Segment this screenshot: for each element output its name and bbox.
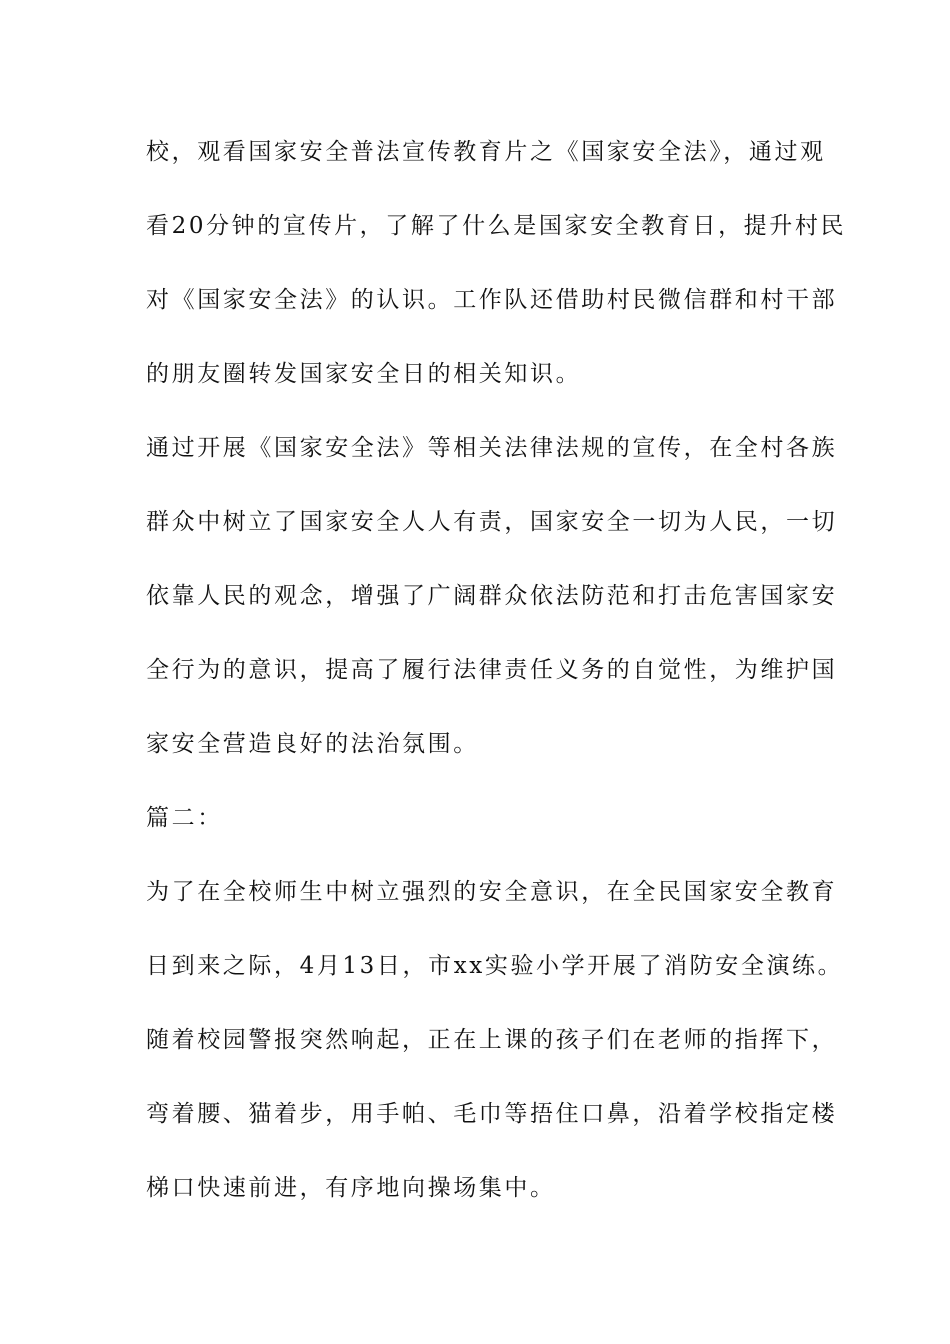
text-line: 弯着腰、猫着步，用手帕、毛巾等捂住口鼻，沿着学校指定楼 <box>146 1101 838 1127</box>
text-line: 的朋友圈转发国家安全日的相关知识。 <box>146 361 582 387</box>
text-line: 为了在全校师生中树立强烈的安全意识，在全民国家安全教育 <box>146 879 838 905</box>
text-line: 日到来之际，4月13日，市xx实验小学开展了消防安全演练。 <box>146 953 844 979</box>
text-line: 群众中树立了国家安全人人有责，国家安全一切为人民，一切 <box>146 509 838 535</box>
text-line: 校，观看国家安全普法宣传教育片之《国家安全法》，通过观 <box>146 139 826 165</box>
text-line: 家安全营造良好的法治氛围。 <box>146 731 479 757</box>
text-line: 依靠人民的观念，增强了广阔群众依法防范和打击危害国家安 <box>146 583 838 609</box>
section-heading: 篇二： <box>146 805 223 831</box>
text-line: 全行为的意识，提高了履行法律责任义务的自觉性，为维护国 <box>146 657 838 683</box>
text-line: 通过开展《国家安全法》等相关法律法规的宣传，在全村各族 <box>146 435 838 461</box>
text-line: 随着校园警报突然响起，正在上课的孩子们在老师的指挥下， <box>146 1027 838 1053</box>
text-line: 看20分钟的宣传片，了解了什么是国家安全教育日，提升村民 <box>146 213 847 239</box>
text-line: 梯口快速前进，有序地向操场集中。 <box>146 1175 556 1201</box>
text-line: 对《国家安全法》的认识。工作队还借助村民微信群和村干部 <box>146 287 838 313</box>
